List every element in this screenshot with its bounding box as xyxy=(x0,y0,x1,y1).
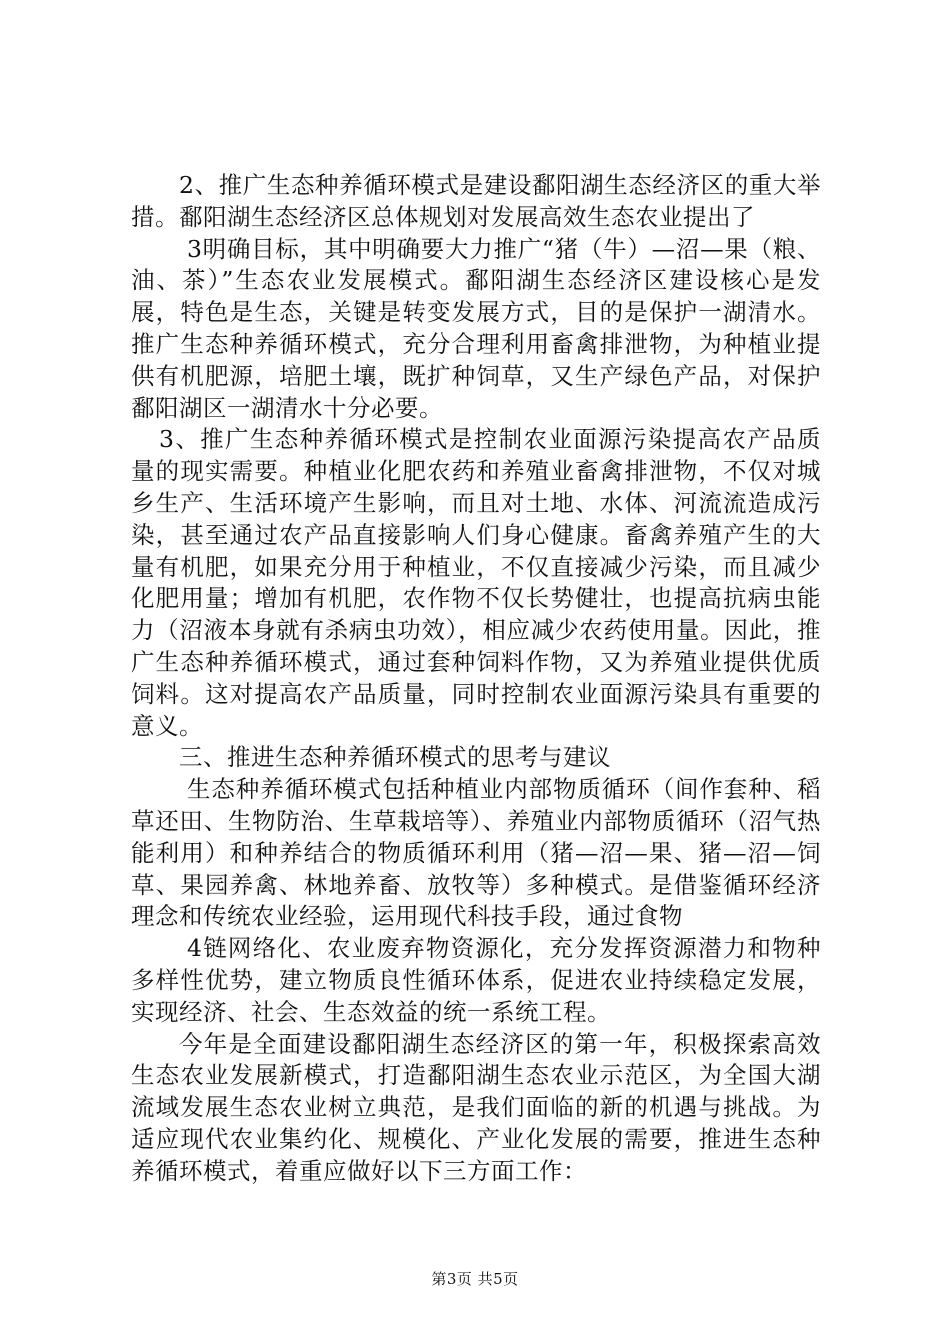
paragraph-1: 2、推广生态种养循环模式是建设鄱阳湖生态经济区的重大举措。鄱阳湖生态经济区总体规划对发展高效生态农业提出了 xyxy=(131,171,821,231)
paragraph-3: 3、推广生态种养循环模式是控制农业面源污染提高农产品质量的现实需要。种植业化肥农药和养殖业畜禽排泄物，不仅对城乡生产、生活环境产生影响，而且对土地、水体、河流流造成污染，甚至通过农产品直接影响人们身心健康。畜禽养殖产生的大量有机肥，如果充分用于种植业，不仅直接减少污染，而且减少化肥用量；增加有机肥，农作物不仅长势健壮，也提高抗病虫能力（沼液本身就有杀病虫功效），相应减少农药使用量。因此，推广生态种养循环模式，通过套种饲料作物，又为养殖业提供优质饲料。这对提高农产品质量，同时控制农业面源污染具有重要的意义。 xyxy=(131,425,821,740)
document-body xyxy=(131,170,821,1188)
paragraph-2: 3明确目标，其中明确要大力推广“猪（牛）—沼—果（粮、油、茶）”生态农业发展模式。鄱阳湖生态经济区建设核心是发展，特色是生态，关键是转变发展方式，目的是保护一湖清水。推广生态种养循环模式，充分合理利用畜禽排泄物，为种植业提供有机肥源，培肥土壤，既扩种饲草，又生产绿色产品，对保护鄱阳湖区一湖清水十分必要。 xyxy=(131,234,821,422)
page-footer: 第3页 共5页 xyxy=(431,1270,519,1288)
paragraph-5: 4链网络化、农业废弃物资源化，充分发挥资源潜力和物种多样性优势，建立物质良性循环体系，促进农业持续稳定发展，实现经济、社会、生态效益的统一系统工程。 xyxy=(131,934,821,1026)
paragraph-6: 今年是全面建设鄱阳湖生态经济区的第一年，积极探索高效生态农业发展新模式，打造鄱阳湖生态农业示范区，为全国大湖流域发展生态农业树立典范，是我们面临的新的机遇与挑战。为适应现代农业集约化、规模化、产业化发展的需要，推进生态种养循环模式，着重应做好以下三方面工作： xyxy=(131,1029,821,1185)
section-heading: 三、推进生态种养循环模式的思考与建议 xyxy=(179,743,611,772)
paragraph-4: 生态种养循环模式包括种植业内部物质循环（间作套种、稻草还田、生物防治、生草栽培等）、养殖业内部物质循环（沼气热能利用）和种养结合的物质循环利用（猪—沼—果、猪—沼—饲草、果园养禽、林地养畜、放牧等）多种模式。是借鉴循环经济理念和传统农业经验，运用现代科技手段，通过食物 xyxy=(131,775,821,931)
